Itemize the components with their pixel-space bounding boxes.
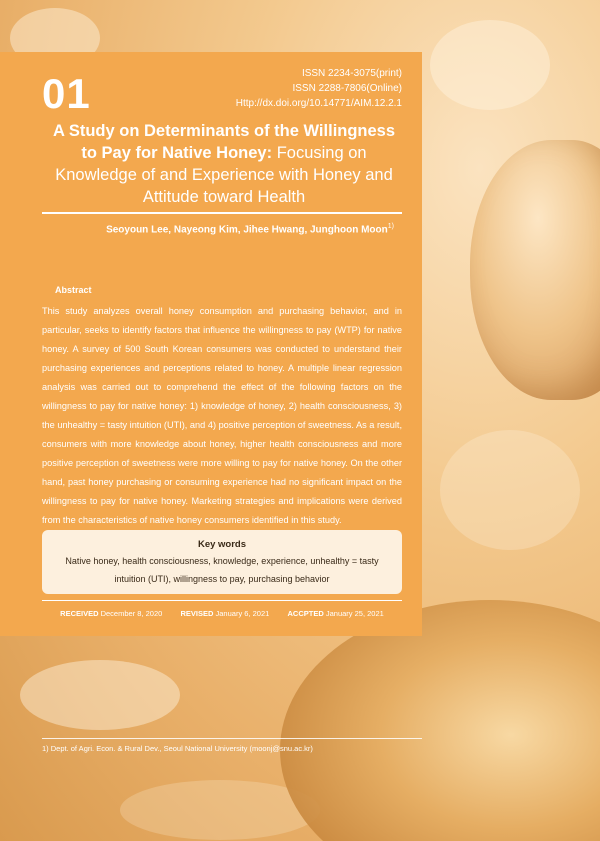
accepted-label: ACCPTED xyxy=(287,609,324,618)
title-subtitle: Focusing on Knowledge of and Experience with Honey and Attitude toward Health xyxy=(55,144,393,206)
revised-date: January 6, 2021 xyxy=(215,609,270,618)
bokeh-light xyxy=(430,20,550,110)
paper-title xyxy=(44,120,404,208)
honey-bowl-image xyxy=(280,600,600,841)
issn-online: ISSN 2288-7806(Online) xyxy=(292,83,402,94)
author-names: Seoyoun Lee, Nayeong Kim, Jihee Hwang, Junghoon Moon xyxy=(106,224,388,236)
author-footnote-mark: 1) xyxy=(387,223,394,230)
footnote-divider xyxy=(42,738,422,739)
abstract-heading: Abstract xyxy=(55,285,92,295)
article-number: 01 xyxy=(42,70,91,117)
issn-print: ISSN 2234-3075(print) xyxy=(301,68,402,79)
bokeh-light xyxy=(440,430,580,550)
title-main: A Study on Determinants of the Willingness to Pay for Native Honey: xyxy=(52,122,396,162)
accepted-date: January 25, 2021 xyxy=(325,609,384,618)
received-date: December 8, 2020 xyxy=(100,609,163,618)
issn-block xyxy=(236,66,402,111)
abstract-text: This study analyzes overall honey consumption and purchasing behavior, and in particular, seeks to identify factors that influence the willingness to pay (WTP) for native honey. A survey of 500 South Korean consumers was conducted to understand their purchasing experiences and perceptions related to honey. A multiple linear regression analysis was carried out to comprehend the effect of the following factors on the willingness to pay for native honey: 1) knowledge of honey, 2) health consciousness, 3) the unhealthy = tasty intuition (UTI), and 4) positive perception of sweetness. As a result, consumers with more knowledge about honey, higher health consciousness and more positive perception of sweetness were more willing to pay for native honey. On the other hand, past honey purchasing or consuming experience had no significant impact on the willingness to pay for native honey. Marketing strategies and implications were derived from the characteristics of native honey consumers identified in this study. xyxy=(42,306,402,525)
author-list xyxy=(106,223,394,235)
revised-label: REVISED xyxy=(180,609,214,618)
article-dates xyxy=(42,609,402,618)
keywords-text: Native honey, health consciousness, knowledge, experience, unhealthy = tasty intuition (UTI), willingness to pay, purchasing behavior xyxy=(65,556,379,584)
keywords-box xyxy=(42,530,402,594)
doi-link[interactable]: Http://dx.doi.org/10.14771/AIM.12.2.1 xyxy=(235,98,402,109)
affiliation-footnote: 1) Dept. of Agri. Econ. & Rural Dev., Seoul National University (moonj@snu.ac.kr) xyxy=(42,744,313,753)
dates-divider xyxy=(42,600,402,601)
bokeh-light xyxy=(20,660,180,730)
honey-jar-image xyxy=(470,140,600,400)
received-label: RECEIVED xyxy=(60,609,99,618)
keywords-heading: Key words xyxy=(197,539,247,550)
title-divider xyxy=(42,212,402,214)
